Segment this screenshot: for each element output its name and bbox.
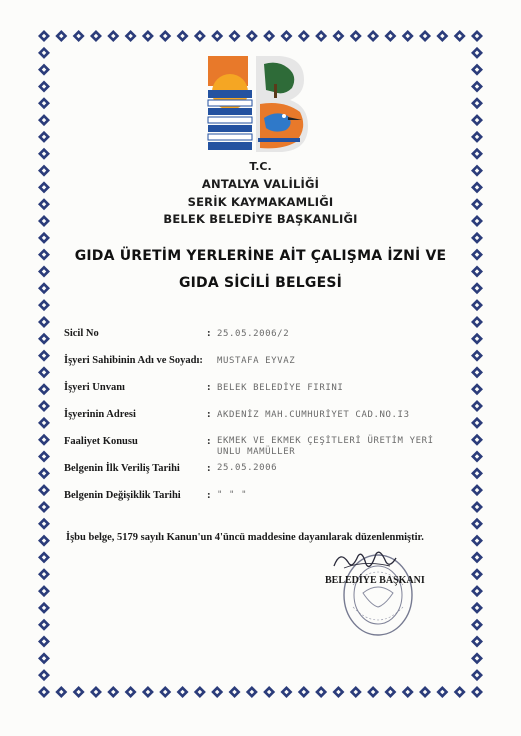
field-label-first-issue-date: Belgenin İlk Veriliş Tarihi — [64, 463, 180, 474]
border-diamond — [194, 686, 206, 698]
header-governorship: ANTALYA VALİLİĞİ — [201, 177, 320, 191]
field-colon: : — [207, 381, 211, 393]
belek-municipality-logo — [204, 54, 312, 154]
document-title-line2: GIDA SİCİLİ BELGESİ — [178, 275, 343, 291]
border-diamond — [471, 299, 483, 311]
border-diamond — [471, 585, 483, 597]
border-diamond — [38, 602, 50, 614]
border-diamond — [419, 30, 431, 42]
border-diamond — [315, 686, 327, 698]
border-diamond — [280, 30, 292, 42]
border-diamond — [471, 484, 483, 496]
border-diamond — [38, 366, 50, 378]
border-diamond — [38, 333, 50, 345]
border-diamond — [471, 148, 483, 160]
border-diamond — [246, 30, 258, 42]
field-label-business-title: İşyeri Unvanı — [64, 382, 125, 393]
border-diamond — [471, 316, 483, 328]
field-colon: : — [207, 327, 211, 339]
border-diamond — [38, 535, 50, 547]
border-diamond — [280, 686, 292, 698]
field-colon: : — [207, 462, 211, 474]
border-diamond — [471, 535, 483, 547]
border-diamond — [367, 686, 379, 698]
border-diamond — [402, 30, 414, 42]
border-diamond — [471, 97, 483, 109]
border-diamond — [194, 30, 206, 42]
border-diamond — [38, 585, 50, 597]
field-value-activity: EKMEK VE EKMEK ÇEŞİTLERİ ÜRETİM YERİ — [217, 436, 434, 446]
border-diamond — [38, 417, 50, 429]
field-label-address: İşyerinin Adresi — [64, 409, 136, 420]
border-diamond — [38, 80, 50, 92]
field-colon: : — [207, 489, 211, 501]
border-diamond — [38, 350, 50, 362]
border-diamond — [38, 400, 50, 412]
border-diamond — [471, 232, 483, 244]
border-diamond — [298, 30, 310, 42]
field-colon: : — [207, 408, 211, 420]
border-diamond — [436, 30, 448, 42]
border-diamond — [38, 232, 50, 244]
border-diamond — [159, 30, 171, 42]
border-diamond — [55, 30, 67, 42]
border-diamond — [73, 686, 85, 698]
border-diamond — [454, 686, 466, 698]
border-diamond — [402, 686, 414, 698]
border-diamond — [142, 686, 154, 698]
border-diamond — [38, 652, 50, 664]
border-diamond — [73, 30, 85, 42]
field-value-first-issue-date: 25.05.2006 — [217, 463, 278, 473]
border-diamond — [471, 64, 483, 76]
border-diamond — [471, 652, 483, 664]
border-diamond — [38, 47, 50, 59]
border-diamond — [55, 686, 67, 698]
border-diamond — [384, 30, 396, 42]
border-diamond — [38, 131, 50, 143]
border-diamond — [90, 686, 102, 698]
field-label-activity: Faaliyet Konusu — [64, 436, 138, 447]
border-diamond — [332, 30, 344, 42]
border-diamond — [38, 64, 50, 76]
document-title-line1: GIDA ÜRETİM YERLERİNE AİT ÇALIŞMA İZNİ VE — [74, 248, 447, 264]
border-diamond — [315, 30, 327, 42]
header-district: SERİK KAYMAKAMLIĞI — [187, 195, 334, 209]
border-diamond — [246, 686, 258, 698]
border-diamond — [38, 669, 50, 681]
border-diamond — [263, 686, 275, 698]
border-diamond — [471, 669, 483, 681]
border-diamond — [38, 518, 50, 530]
border-diamond — [38, 467, 50, 479]
border-diamond — [419, 686, 431, 698]
border-diamond — [471, 400, 483, 412]
border-diamond — [229, 686, 241, 698]
border-diamond — [38, 619, 50, 631]
border-diamond — [38, 636, 50, 648]
field-value-activity-line2: UNLU MAMÜLLER — [217, 447, 296, 457]
border-diamond — [38, 114, 50, 126]
border-diamond — [38, 451, 50, 463]
border-diamond — [211, 30, 223, 42]
border-diamond — [38, 686, 50, 698]
border-diamond — [367, 30, 379, 42]
border-diamond — [211, 686, 223, 698]
field-label-change-date: Belgenin Değişiklik Tarihi — [64, 490, 181, 501]
border-diamond — [229, 30, 241, 42]
border-diamond — [471, 602, 483, 614]
border-diamond — [471, 501, 483, 513]
border-diamond — [471, 80, 483, 92]
border-diamond — [454, 30, 466, 42]
field-label-registry-no: Sicil No — [64, 328, 99, 339]
field-value-change-date: " " " — [217, 490, 248, 500]
border-diamond — [38, 299, 50, 311]
border-diamond — [107, 686, 119, 698]
field-value-registry-no: 25.05.2006/2 — [217, 329, 290, 339]
border-diamond — [38, 97, 50, 109]
legal-basis-statement: İşbu belge, 5179 sayılı Kanun'un 4'üncü maddesine dayanılarak düzenlenmiştir. — [66, 532, 424, 543]
border-diamond — [471, 114, 483, 126]
border-diamond — [471, 467, 483, 479]
border-diamond — [471, 47, 483, 59]
border-diamond — [38, 30, 50, 42]
header-municipality: BELEK BELEDİYE BAŞKANLIĞI — [163, 212, 358, 226]
border-diamond — [350, 30, 362, 42]
border-diamond — [384, 686, 396, 698]
border-diamond — [332, 686, 344, 698]
handwritten-signature — [330, 548, 400, 574]
border-diamond — [471, 434, 483, 446]
mayor-title: BELEDİYE BAŞKANI — [325, 575, 425, 586]
border-diamond — [177, 30, 189, 42]
border-diamond — [471, 350, 483, 362]
border-diamond — [471, 568, 483, 580]
field-value-address: AKDENİZ MAH.CUMHURİYET CAD.NO.I3 — [217, 410, 410, 420]
border-diamond — [159, 686, 171, 698]
field-value-business-title: BELEK BELEDİYE FIRINI — [217, 383, 344, 393]
border-diamond — [38, 568, 50, 580]
border-diamond — [38, 484, 50, 496]
border-diamond — [263, 30, 275, 42]
border-diamond — [436, 686, 448, 698]
border-diamond — [125, 30, 137, 42]
field-value-owner-name: MUSTAFA EYVAZ — [217, 356, 296, 366]
border-diamond — [107, 30, 119, 42]
border-diamond — [142, 30, 154, 42]
border-diamond — [298, 686, 310, 698]
border-diamond — [471, 619, 483, 631]
border-diamond — [38, 501, 50, 513]
border-diamond — [38, 551, 50, 563]
border-diamond — [350, 686, 362, 698]
border-diamond — [471, 636, 483, 648]
field-label-owner-name: İşyeri Sahibinin Adı ve Soyadı: — [64, 355, 203, 366]
border-diamond — [471, 131, 483, 143]
border-diamond — [38, 383, 50, 395]
border-diamond — [90, 30, 102, 42]
border-diamond — [38, 434, 50, 446]
border-diamond — [471, 686, 483, 698]
border-diamond — [38, 148, 50, 160]
border-diamond — [125, 686, 137, 698]
border-diamond — [38, 316, 50, 328]
border-diamond — [471, 417, 483, 429]
border-diamond — [471, 333, 483, 345]
border-diamond — [471, 551, 483, 563]
border-diamond — [471, 518, 483, 530]
border-diamond — [471, 366, 483, 378]
border-diamond — [471, 30, 483, 42]
border-diamond — [471, 451, 483, 463]
border-diamond — [177, 686, 189, 698]
border-diamond — [471, 383, 483, 395]
field-colon: : — [207, 435, 211, 447]
header-tc: T.C. — [249, 160, 272, 173]
